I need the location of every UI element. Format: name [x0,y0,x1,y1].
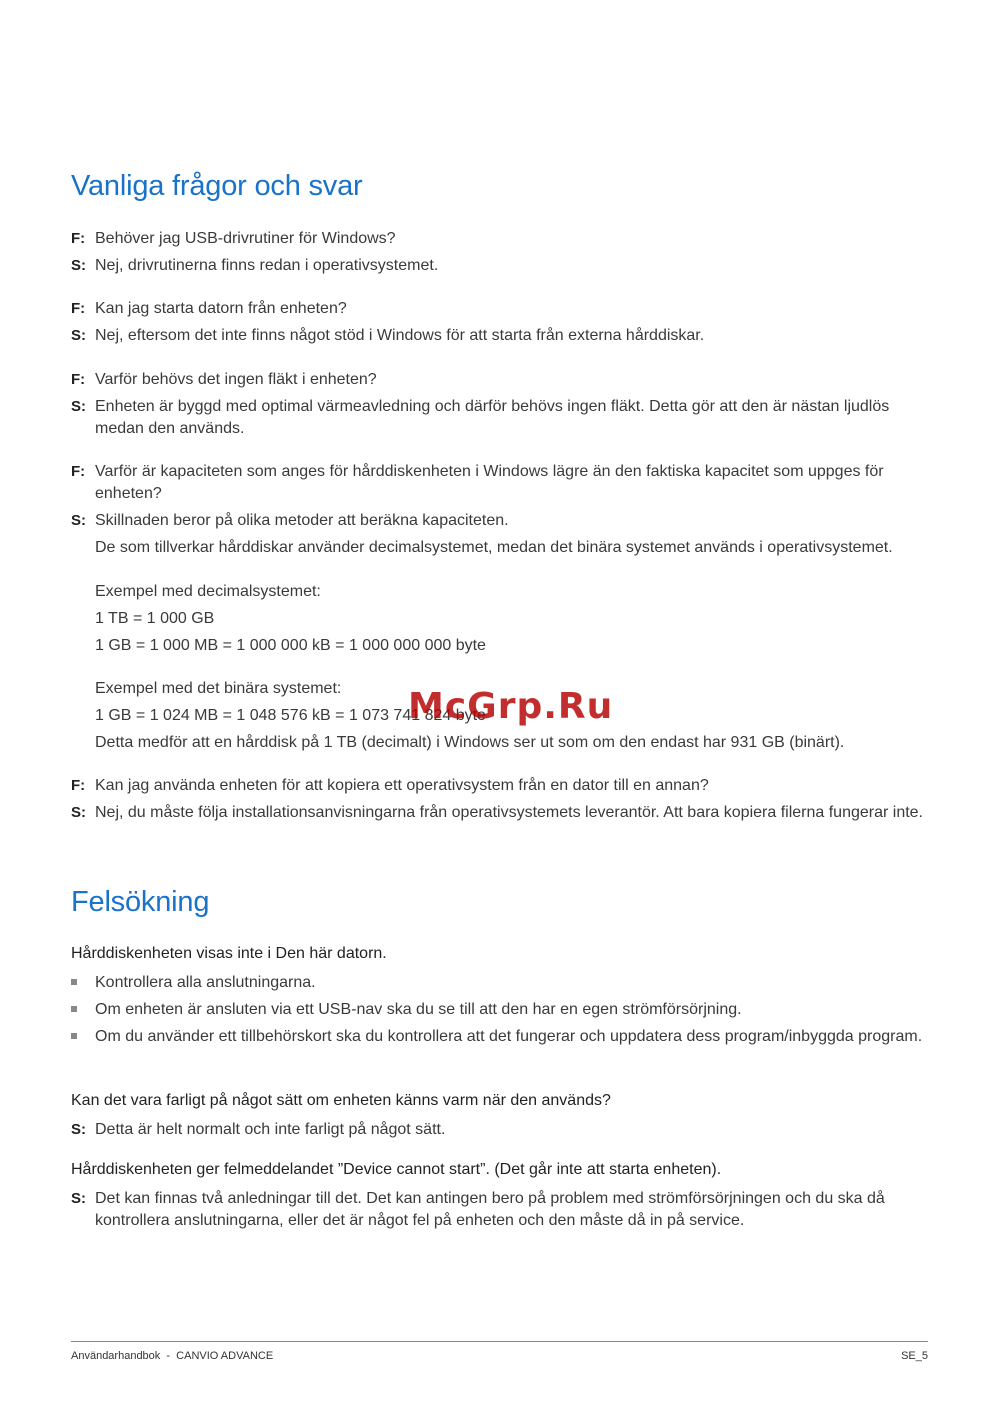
page-number: SE_5 [901,1350,928,1362]
capacity-conclusion: Detta medför att en hårddisk på 1 TB (decimalt) i Windows ser ut som om den endast har 931 GB (binärt). [95,734,845,751]
section-heading: Hårddiskenheten ger felmeddelandet ”Device cannot start”. (Det går inte att starta enheten). [71,1161,722,1178]
answer-tag: S: [71,1190,86,1207]
answer-tag: S: [71,1121,86,1138]
answer-text: Det kan finnas två anledningar till det. Det kan antingen bero på problem med strömförsörjningen och du ska då kontrollera anslutningarna, eller det är något fel på enheten och den måste då in på service. [95,1190,885,1229]
section-heading: Kan det vara farligt på något sätt om enheten känns varm när den används? [71,1092,611,1109]
decimal-example-line: 1 GB = 1 000 MB = 1 000 000 kB = 1 000 000 000 byte [95,637,486,654]
footer-divider [71,1341,928,1342]
answer-text: Nej, drivrutinerna finns redan i operativsystemet. [95,257,439,274]
question-text: Kan jag använda enheten för att kopiera ett operativsystem från en dator till en annan? [95,777,709,794]
bullet-icon [71,1006,77,1012]
decimal-example-label: Exempel med decimalsystemet: [95,583,321,600]
bullet-icon [71,1033,77,1039]
answer-tag: S: [71,398,86,415]
binary-example-line: 1 GB = 1 024 MB = 1 048 576 kB = 1 073 741 824 byte [95,707,486,724]
list-item-text: Kontrollera alla anslutningarna. [95,974,316,991]
decimal-example-line: 1 TB = 1 000 GB [95,610,215,627]
question-tag: F: [71,371,86,388]
answer-tag: S: [71,327,86,344]
question-text: Varför är kapaciteten som anges för hårddiskenheten i Windows lägre än den faktiska kapacitet som uppges för enheten? [95,463,884,502]
list-item-text: Om enheten är ansluten via ett USB-nav ska du se till att den har en egen strömförsörjning. [95,1001,742,1018]
answer-text: Detta är helt normalt och inte farligt på något sätt. [95,1121,446,1138]
list-item-text: Om du använder ett tillbehörskort ska du kontrollera att det fungerar och uppdatera dess program/inbyggda program. [95,1028,923,1045]
footer-title: Användarhandbok - CANVIO ADVANCE [71,1350,274,1362]
answer-tag: S: [71,257,86,274]
answer-tag: S: [71,512,86,529]
section-heading: Hårddiskenheten visas inte i Den här datorn. [71,945,387,962]
question-text: Kan jag starta datorn från enheten? [95,300,347,317]
question-tag: F: [71,463,86,480]
question-text: Varför behövs det ingen fläkt i enheten? [95,371,377,388]
binary-example-label: Exempel med det binära systemet: [95,680,342,697]
question-tag: F: [71,230,86,247]
answer-text: Enheten är byggd med optimal värmeavledning och därför behövs ingen fläkt. Detta gör att den är nästan ljudlös medan den används. [95,398,890,437]
question-text: Behöver jag USB-drivrutiner för Windows? [95,230,396,247]
question-tag: F: [71,300,86,317]
faq-title: Vanliga frågor och svar [71,170,363,202]
answer-text: Nej, eftersom det inte finns något stöd i Windows för att starta från externa hårddiskar. [95,327,705,344]
answer-text: Nej, du måste följa installationsanvisningarna från operativsystemets leverantör. Att bara kopiera filerna fungerar inte. [95,804,923,821]
troubleshooting-title: Felsökning [71,886,210,918]
answer-tag: S: [71,804,86,821]
question-tag: F: [71,777,86,794]
bullet-icon [71,979,77,985]
capacity-explanation: De som tillverkar hårddiskar använder decimalsystemet, medan det binära systemet används i operativsystemet. [95,539,893,556]
answer-text: Skillnaden beror på olika metoder att beräkna kapaciteten. [95,512,509,529]
watermark: McGrp.Ru [408,686,614,727]
